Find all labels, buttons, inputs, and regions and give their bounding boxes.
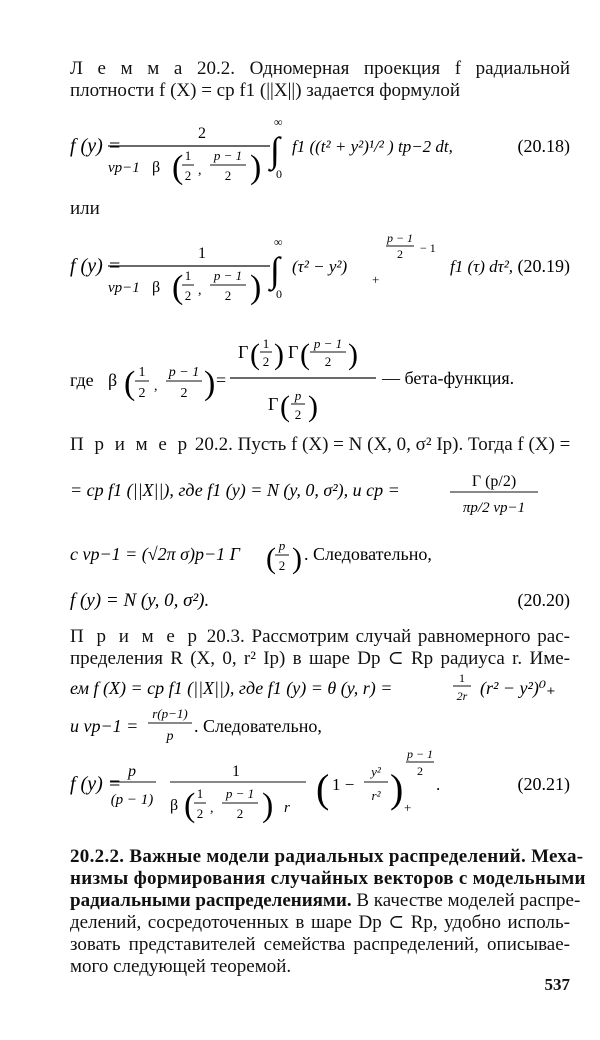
- eq-18-integrand: f1 ((t² + y²)¹/² ) tp−2 dt,: [292, 137, 453, 156]
- svg-text:(20.21): (20.21): [517, 774, 570, 794]
- svg-text:p − 1: p − 1: [313, 336, 343, 351]
- equation-20-18: [70, 112, 570, 192]
- svg-text:(: (: [316, 766, 330, 811]
- svg-text:): ): [390, 766, 404, 811]
- lemma-paragraph: [70, 58, 570, 102]
- svg-text:f (y) =: f (y) =: [70, 773, 122, 795]
- svg-text:r: r: [284, 800, 290, 816]
- svg-text:1: 1: [232, 763, 240, 780]
- svg-text:p: p: [278, 538, 286, 553]
- svg-text:2: 2: [224, 168, 232, 183]
- beta-definition: [70, 336, 570, 428]
- eq-18-den-nu: νp−1: [108, 160, 140, 176]
- svg-text:(: (: [172, 269, 184, 306]
- svg-text:p − 1: p − 1: [225, 786, 255, 801]
- svg-text:,: ,: [210, 801, 214, 816]
- svg-text:p − 1: p − 1: [386, 231, 414, 245]
- svg-text:2: 2: [324, 354, 332, 369]
- svg-text:p − 1: p − 1: [168, 365, 200, 380]
- svg-text:β: β: [108, 370, 118, 390]
- svg-text:(20.20): (20.20): [517, 590, 570, 610]
- equation-20-20: [70, 580, 570, 620]
- eq-18-number: (20.18): [517, 136, 570, 156]
- svg-text:2: 2: [138, 386, 146, 401]
- page: [70, 0, 586, 1040]
- eq-18-lhs: f (y) =: [70, 135, 122, 157]
- svg-text:1: 1: [262, 336, 270, 351]
- svg-text:Γ (p/2): Γ (p/2): [471, 473, 517, 490]
- svg-text:(: (: [266, 542, 276, 575]
- example-20-3-line-4: [70, 706, 570, 744]
- svg-text:(: (: [172, 149, 184, 186]
- section-heading-line-2: низмы формирования случайных векторов с модельными: [70, 868, 586, 889]
- svg-text:): ): [292, 542, 302, 575]
- svg-text:1: 1: [196, 786, 204, 801]
- equation-20-21: [70, 748, 570, 834]
- svg-text:. Следовательно,: . Следовательно,: [304, 544, 432, 564]
- svg-text:Γ: Γ: [288, 342, 299, 362]
- svg-text:Γ: Γ: [238, 342, 249, 362]
- svg-text:∞: ∞: [274, 115, 283, 129]
- svg-text:f1 (τ) dτ²,: f1 (τ) dτ²,: [450, 257, 514, 276]
- section-heading-line-3: радиальными распределениями.: [70, 890, 352, 911]
- example-20-2-line-2: [70, 470, 570, 526]
- svg-text:): ): [348, 338, 358, 371]
- eq-18-den-beta: β: [152, 159, 161, 176]
- svg-text:2: 2: [184, 168, 192, 183]
- svg-text:0: 0: [276, 167, 282, 181]
- svg-text:2: 2: [397, 247, 403, 261]
- svg-text:p: p: [128, 763, 136, 780]
- svg-text:.: .: [436, 775, 441, 794]
- svg-text:): ): [250, 149, 262, 186]
- svg-text:): ): [204, 365, 216, 402]
- svg-text:p: p: [294, 388, 302, 403]
- svg-text:): ): [250, 269, 262, 306]
- svg-text:β: β: [170, 797, 179, 814]
- equation-20-19: [70, 228, 570, 310]
- svg-text:(r² − y²)⁰₊: (r² − y²)⁰₊: [480, 678, 556, 698]
- eq-18-numerator: 2: [198, 125, 206, 142]
- svg-text:и νp−1 =: и νp−1 =: [70, 716, 139, 736]
- svg-text:= cp f1 (||X||), где f1 (y) =: = cp f1 (||X||), где f1 (y) = N (y, 0, σ²), и cp =: [70, 480, 400, 500]
- svg-text:1: 1: [184, 148, 192, 163]
- svg-text:− 1: − 1: [420, 241, 436, 255]
- svg-text:,: ,: [198, 283, 202, 298]
- lemma-line-1: 20.2. Одномерная проекция f радиальной: [196, 58, 570, 79]
- svg-text:): ): [274, 338, 284, 371]
- svg-text:+: +: [372, 272, 380, 287]
- svg-text:y²: y²: [371, 764, 381, 779]
- svg-text:. Следовательно,: . Следовательно,: [194, 716, 322, 736]
- svg-text:ем f (X) = cp f1 (||X||), где: ем f (X) = cp f1 (||X||), где f1 (y) = θ (y, r) =: [70, 678, 393, 698]
- svg-text:p: p: [166, 729, 174, 744]
- svg-text:(: (: [280, 390, 290, 423]
- page-number: 537: [544, 975, 570, 994]
- svg-text:1: 1: [198, 245, 206, 262]
- svg-text:— бета-функция.: — бета-функция.: [382, 368, 515, 388]
- section-heading-line-1: 20.2.2. Важные модели радиальных распределений. Меха-: [70, 846, 584, 867]
- svg-text:2r: 2r: [456, 689, 468, 703]
- svg-text:2: 2: [294, 407, 302, 422]
- svg-text:2: 2: [196, 806, 204, 821]
- example-20-3: П р и м е р 20.3. Рассмотрим случай равномерного рас- пределения R (X, 0, r² Ip) в шаре Dp ⊂ Rp радиуса r. Име-: [70, 626, 570, 669]
- svg-text:=: =: [216, 370, 227, 390]
- example-20-2-line-3: [70, 532, 570, 576]
- svg-text:1: 1: [459, 671, 465, 685]
- svg-text:p − 1: p − 1: [213, 268, 243, 283]
- lemma-line-2: плотности f (X) = cp f1 (||X||) задается формулой: [70, 80, 461, 101]
- svg-text:(20.19): (20.19): [517, 256, 570, 276]
- svg-text:2: 2: [236, 806, 244, 821]
- svg-text:(τ² − y²): (τ² − y²): [292, 257, 348, 276]
- svg-text:,: ,: [154, 379, 158, 394]
- svg-text:(: (: [300, 338, 310, 371]
- svg-text:,: ,: [198, 163, 202, 178]
- svg-text:r²: r²: [371, 788, 381, 803]
- svg-text:2: 2: [224, 288, 232, 303]
- svg-text:p − 1: p − 1: [406, 747, 434, 761]
- or-word: или: [70, 198, 100, 219]
- svg-text:+: +: [404, 800, 412, 815]
- svg-text:Γ: Γ: [268, 394, 279, 414]
- svg-text:p − 1: p − 1: [213, 148, 243, 163]
- svg-text:1: 1: [138, 365, 146, 380]
- integral-sign: ∫: [270, 130, 280, 170]
- svg-text:f (y) = N (y, 0, σ²).: f (y) = N (y, 0, σ²).: [70, 590, 210, 611]
- section-20-2-2: 20.2.2. Важные модели радиальных распределений. Меха- низмы формирования случайных векторов с модельными радиальными распределениями. В качестве моделей распре- делений, сосредоточенных в шаре Dp ⊂ Rp, удобно исполь- зовать представителей семейства распределений, описывае- мого следующей теоремой.: [70, 846, 586, 977]
- svg-text:где: где: [70, 370, 94, 390]
- svg-text:(p − 1): (p − 1): [110, 792, 154, 808]
- svg-text:r(p−1): r(p−1): [152, 706, 188, 721]
- svg-text:1 −: 1 −: [332, 775, 355, 794]
- svg-text:2: 2: [262, 354, 270, 369]
- svg-text:с νp−1 = (√2π σ)p−1 Γ: с νp−1 = (√2π σ)p−1 Γ: [70, 544, 240, 564]
- example-20-3-line-3: [70, 670, 570, 706]
- example-20-2: П р и м е р 20.2. Пусть f (X) = N (X, 0, σ² Ip). Тогда f (X) =: [70, 434, 571, 455]
- svg-text:β: β: [152, 279, 161, 296]
- svg-text:f (y) =: f (y) =: [70, 255, 122, 277]
- svg-text:πp/2 νp−1: πp/2 νp−1: [462, 500, 526, 516]
- svg-text:2: 2: [417, 764, 423, 778]
- svg-text:2: 2: [180, 386, 188, 401]
- svg-text:(: (: [124, 365, 136, 402]
- svg-text:): ): [308, 390, 318, 423]
- svg-text:): ): [262, 787, 274, 824]
- lemma-lead: Л е м м а: [70, 58, 183, 79]
- svg-text:νp−1: νp−1: [108, 280, 140, 296]
- svg-text:∞: ∞: [274, 235, 283, 249]
- svg-text:0: 0: [276, 287, 282, 301]
- svg-text:(: (: [184, 787, 196, 824]
- svg-text:1: 1: [184, 268, 192, 283]
- svg-text:2: 2: [184, 288, 192, 303]
- svg-text:∫: ∫: [270, 250, 280, 290]
- svg-text:2: 2: [278, 558, 286, 573]
- svg-text:(: (: [250, 338, 260, 371]
